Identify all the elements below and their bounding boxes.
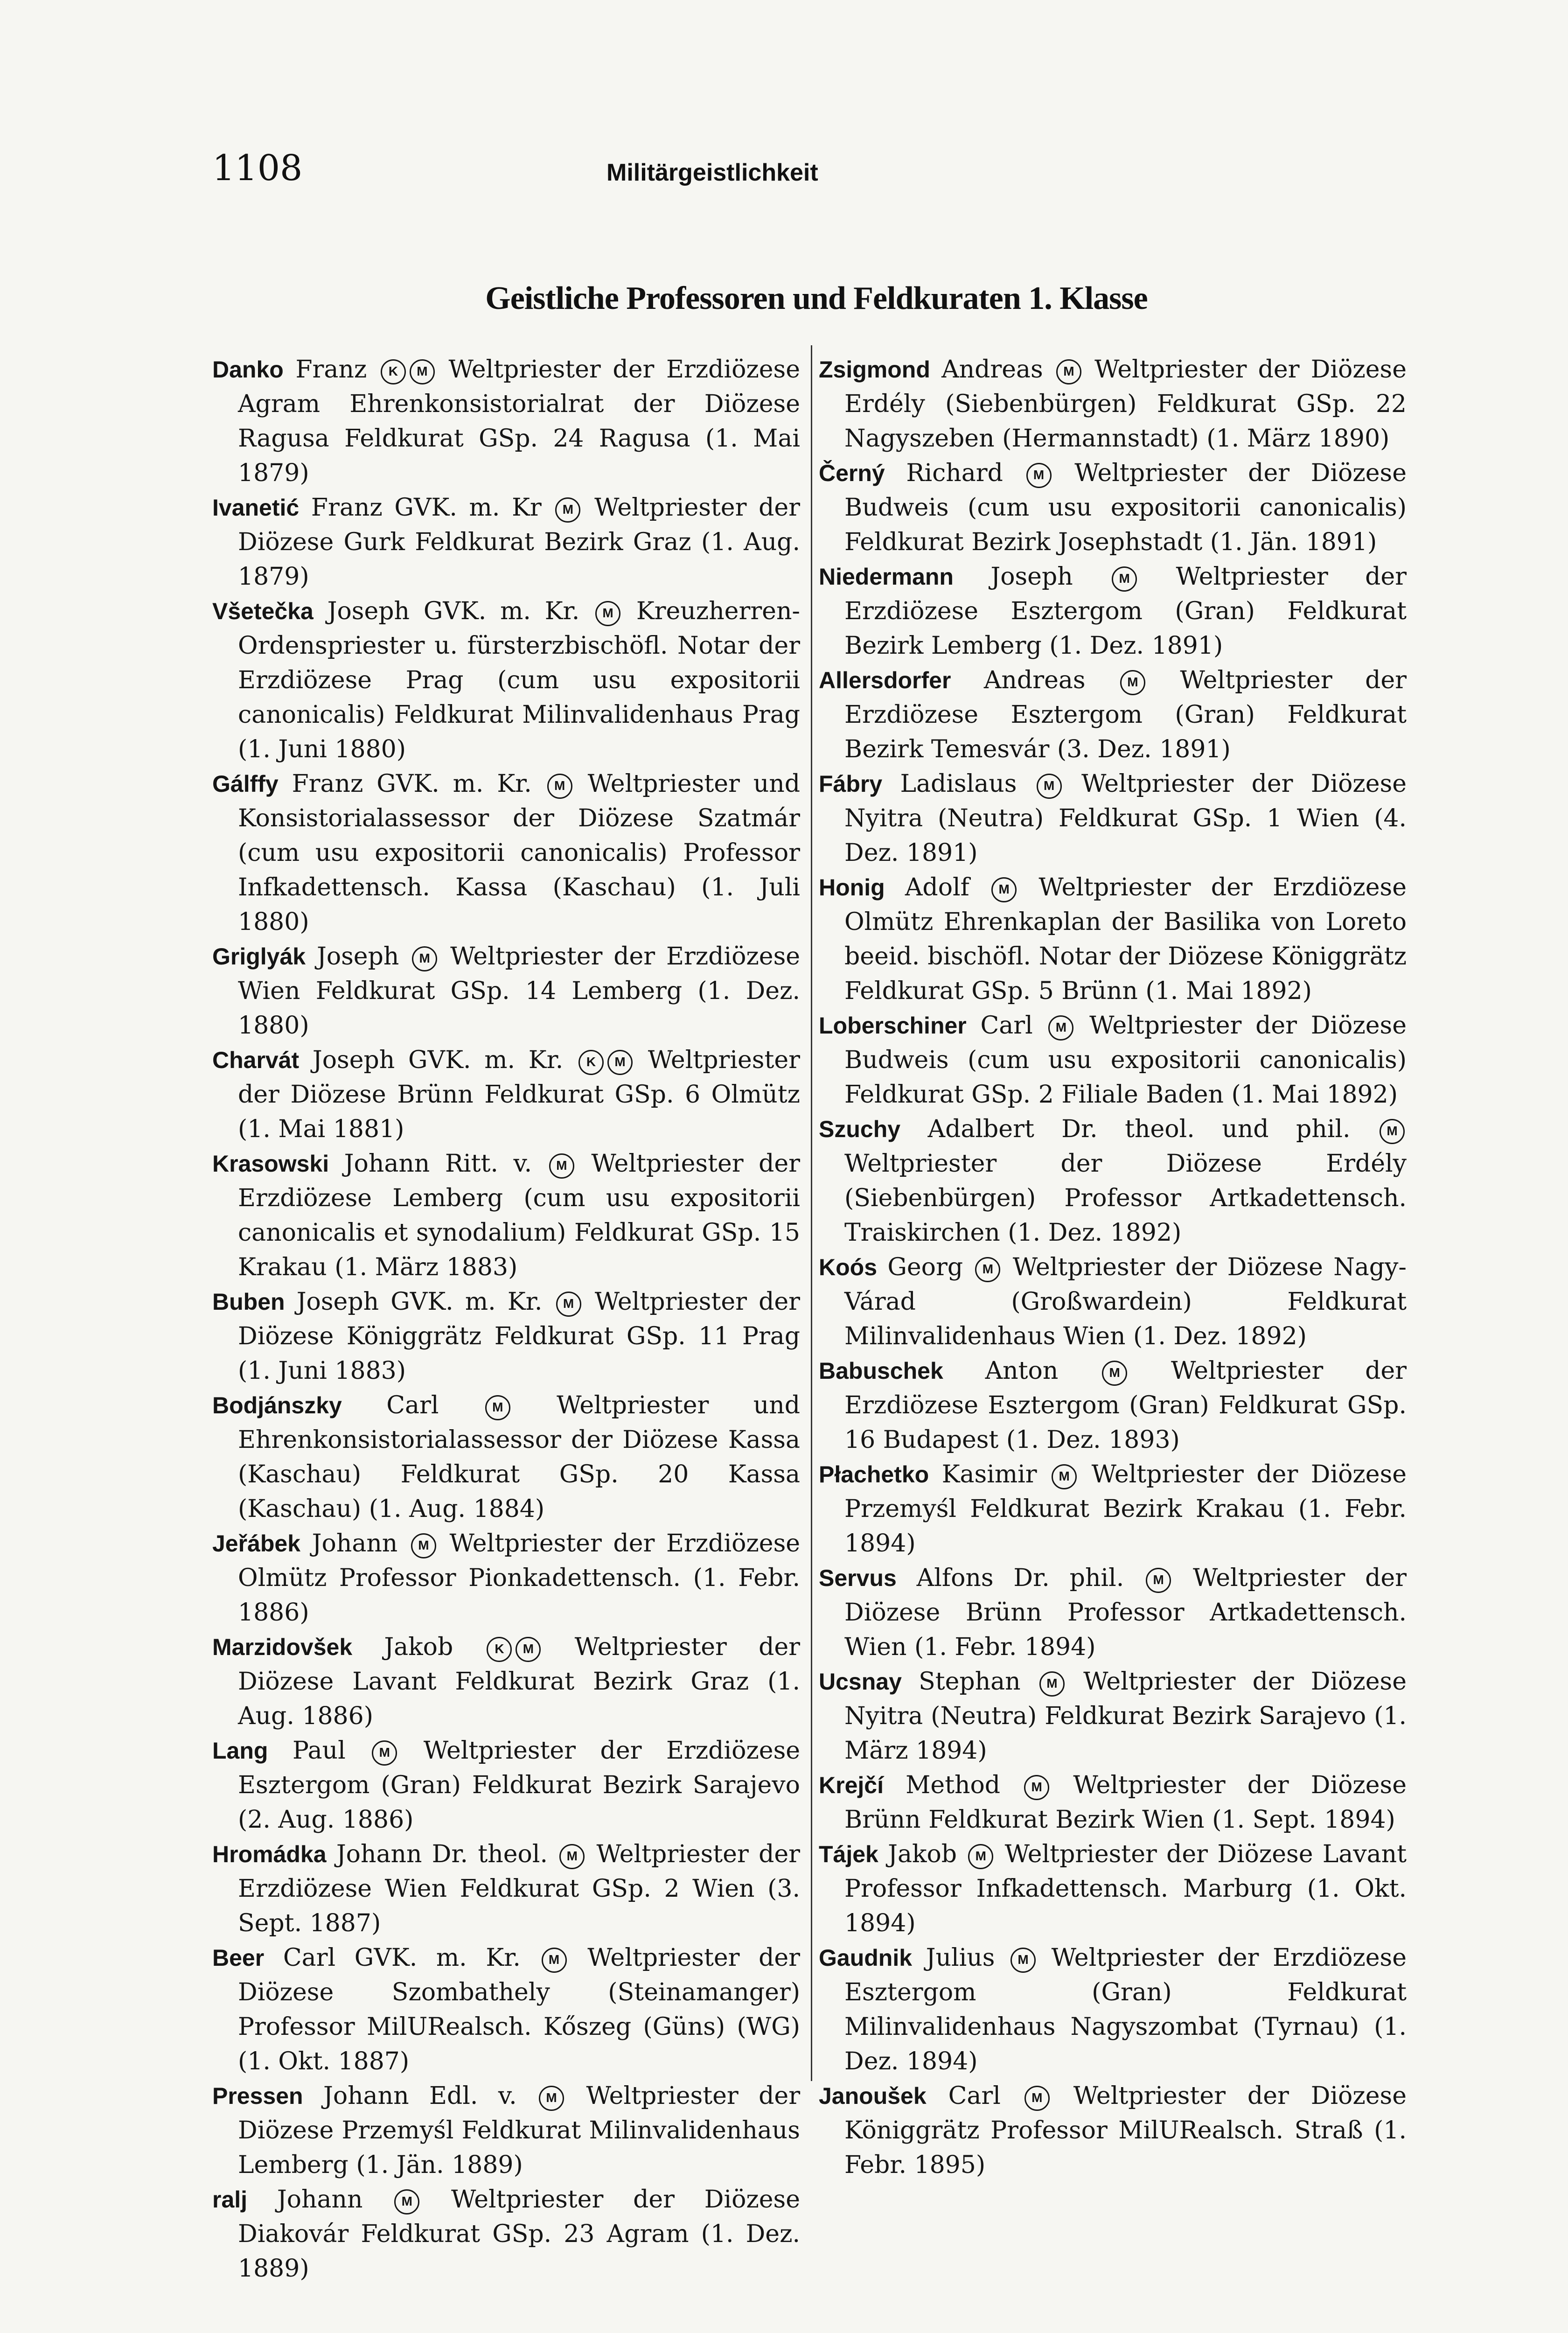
entry-surname: Fábry <box>819 771 883 797</box>
entry-surname: Beer <box>212 1945 265 1971</box>
k-circle-icon: K <box>487 1637 512 1662</box>
entry-given-name: Johann Dr. theol. <box>336 1840 548 1868</box>
entry <box>819 352 1407 456</box>
entry-surname: Janoušek <box>819 2083 927 2109</box>
entry-given-name: Johann <box>277 2186 363 2214</box>
entry <box>212 1285 800 1388</box>
entry <box>819 1941 1407 2079</box>
entry-surname: Koós <box>819 1254 877 1280</box>
entry-surname: Všetečka <box>212 598 314 624</box>
entry-details: Weltpriester der Erzdiözese Esztergom (Gran) Feldkurat Bezirk Lemberg (1. Dez. 1891) <box>844 563 1407 660</box>
entry-details: Weltpriester der Diözese Brünn Feldkurat Bezirk Wien (1. Sept. 1894) <box>844 1771 1407 1834</box>
entry-details: Weltpriester der Diözese Szombathely (Steinamanger) Professor MilURealsch. Kőszeg (Güns) (WG) (1. Okt. 1887) <box>238 1944 801 2075</box>
entry-details: Weltpriester der Diözese Brünn Feldkurat GSp. 6 Olmütz (1. Mai 1881) <box>238 1046 800 1143</box>
entry-given-name: Andreas <box>983 666 1086 694</box>
entry <box>212 1630 800 1733</box>
entry-given-name: Franz GVK. m. Kr. <box>292 770 532 798</box>
entry <box>212 939 800 1043</box>
m-circle-icon: M <box>607 1050 633 1075</box>
section-title: Geistliche Professoren und Feldkuraten 1. Klasse <box>485 280 1148 316</box>
k-circle-icon: K <box>578 1050 604 1075</box>
entry <box>212 1146 800 1285</box>
entry-details: Weltpriester der Erzdiözese Esztergom (Gran) Feldkurat Bezirk Temesvár (3. Dez. 1891) <box>844 666 1407 763</box>
entry-surname: Gaudnik <box>819 1945 913 1971</box>
entry <box>819 1354 1407 1457</box>
entry-surname: Krejčí <box>819 1772 884 1798</box>
entry-surname: Servus <box>819 1565 897 1591</box>
entry <box>819 767 1407 870</box>
entry-surname: Griglyák <box>212 943 306 970</box>
entry <box>819 1112 1407 1250</box>
entry-surname: Ucsnay <box>819 1669 902 1695</box>
entry-given-name: Adalbert Dr. theol. und phil. <box>927 1115 1351 1143</box>
entry <box>819 1664 1407 1768</box>
entry-details: Weltpriester der Diözese Königgrätz Feldkurat GSp. 11 Prag (1. Juni 1883) <box>238 1288 801 1385</box>
entry-details: Weltpriester der Diözese Nagy-Várad (Großwardein) Feldkurat Milinvalidenhaus Wien (1. Dez. 1892) <box>844 1253 1407 1350</box>
entry-details: Weltpriester und Konsistorialassessor der Diözese Szatmár (cum usu expositorii canonicalis) Professor Infkadettensch. Kassa (Kaschau) (1. Juli 1880) <box>238 770 800 936</box>
entry-details: Weltpriester der Diözese Diakovár Feldkurat GSp. 23 Agram (1. Dez. 1889) <box>238 2186 801 2283</box>
entry <box>819 1837 1407 1941</box>
entry-surname: Lang <box>212 1738 268 1764</box>
entry-details: Weltpriester der Erzdiözese Lemberg (cum usu expositorii canonicalis et synodalium) Feldkurat GSp. 15 Krakau (1. März 1883) <box>238 1150 801 1281</box>
entry <box>819 663 1407 767</box>
entry-surname: Allersdorfer <box>819 667 951 693</box>
entry-details: Weltpriester der Erzdiözese Wien Feldkurat GSp. 14 Lemberg (1. Dez. 1880) <box>238 943 801 1040</box>
entry-surname: Ivanetić <box>212 495 300 521</box>
entry-given-name: Carl <box>980 1012 1033 1040</box>
right-column <box>819 352 1407 2182</box>
m-circle-icon: M <box>1039 1671 1065 1697</box>
entry-given-name: Carl <box>386 1391 439 1419</box>
entry <box>819 1768 1407 1837</box>
m-circle-icon: M <box>549 1153 574 1179</box>
entry-surname: Buben <box>212 1289 285 1315</box>
m-circle-icon: M <box>1024 2086 1050 2111</box>
entry <box>212 352 800 490</box>
entry-surname: Hromádka <box>212 1841 327 1867</box>
m-circle-icon: M <box>559 1844 585 1869</box>
m-circle-icon: M <box>1146 1568 1171 1593</box>
m-circle-icon: M <box>991 877 1017 902</box>
m-circle-icon: M <box>595 601 620 626</box>
entry <box>212 1941 800 2079</box>
entry-given-name: Franz <box>295 356 367 384</box>
entry-given-name: Joseph <box>316 943 399 971</box>
entry-details: Weltpriester der Erzdiözese Olmütz Professor Pionkadettensch. (1. Febr. 1886) <box>238 1530 801 1627</box>
entry <box>212 594 800 767</box>
entry <box>819 456 1407 559</box>
entry-surname: Danko <box>212 356 284 383</box>
entry-given-name: Joseph GVK. m. Kr. <box>312 1046 564 1074</box>
entry <box>212 1733 800 1837</box>
m-circle-icon: M <box>412 946 437 971</box>
entry-given-name: Ladislaus <box>900 770 1017 798</box>
m-circle-icon: M <box>1056 359 1081 384</box>
entry <box>212 1526 800 1630</box>
m-circle-icon: M <box>1102 1361 1127 1386</box>
m-circle-icon: M <box>1026 463 1052 488</box>
entry-surname: Niedermann <box>819 564 954 590</box>
entry-surname: Pressen <box>212 2083 303 2109</box>
entry-given-name: Julius <box>926 1944 995 1972</box>
column-divider <box>811 345 812 2081</box>
entry-given-name: Stephan <box>919 1668 1021 1696</box>
m-circle-icon: M <box>516 1637 541 1662</box>
m-circle-icon: M <box>485 1395 510 1420</box>
m-circle-icon: M <box>975 1257 1000 1282</box>
m-circle-icon: M <box>1380 1119 1405 1144</box>
entry-details: Kreuzherren-Ordenspriester u. fürsterzbischöfl. Notar der Erzdiözese Prag (cum usu expositorii canonicalis) Feldkurat Milinvalidenhaus Prag (1. Juni 1880) <box>238 597 801 763</box>
entry <box>819 1561 1407 1664</box>
entry <box>212 490 800 594</box>
entry <box>819 559 1407 663</box>
entry-surname: ralj <box>212 2186 248 2213</box>
entry-given-name: Johann Ritt. v. <box>344 1150 532 1178</box>
entry-details: Weltpriester der Erzdiözese Esztergom (Gran) Feldkurat Bezirk Sarajevo (2. Aug. 1886) <box>238 1737 801 1834</box>
entry-details: Weltpriester und Ehrenkonsistorialassessor der Diözese Kassa (Kaschau) Feldkurat GSp. 20 Kassa (Kaschau) (1. Aug. 1884) <box>238 1391 800 1523</box>
entry-details: Weltpriester der Diözese Brünn Professor Artkadettensch. Wien (1. Febr. 1894) <box>844 1564 1407 1661</box>
entry-details: Weltpriester der Diözese Gurk Feldkurat Bezirk Graz (1. Aug. 1879) <box>238 494 801 591</box>
entry-given-name: Johann Edl. v. <box>323 2082 517 2110</box>
m-circle-icon: M <box>968 1844 993 1869</box>
entry <box>819 870 1407 1008</box>
left-column <box>212 352 800 2286</box>
entry <box>819 1250 1407 1354</box>
entry-surname: Babuschek <box>819 1358 943 1384</box>
entry-given-name: Carl <box>948 2082 1001 2110</box>
entry-details: Weltpriester der Diözese Budweis (cum usu expositorii canonicalis) Feldkurat Bezirk Josephstadt (1. Jän. 1891) <box>844 459 1407 556</box>
m-circle-icon: M <box>372 1740 397 1766</box>
entry-details: Weltpriester der Diözese Nyitra (Neutra) Feldkurat GSp. 1 Wien (4. Dez. 1891) <box>844 770 1407 867</box>
entry-details: Weltpriester der Diözese Königgrätz Professor MilURealsch. Straß (1. Febr. 1895) <box>844 2082 1407 2179</box>
entry-surname: Zsigmond <box>819 356 930 383</box>
entry-given-name: Richard <box>906 459 1003 487</box>
entry-given-name: Andreas <box>941 356 1043 384</box>
m-circle-icon: M <box>555 497 580 523</box>
entry-given-name: Method <box>906 1771 1001 1799</box>
m-circle-icon: M <box>1024 1775 1049 1800</box>
running-head: Militärgeistlichkeit <box>606 159 818 186</box>
entry-details: Weltpriester der Erzdiözese Olmütz Ehrenkaplan der Basilika von Loreto beeid. bischöfl. Notar der Diözese Königgrätz Feldkurat GSp. 5 Brünn (1. Mai 1892) <box>844 873 1407 1005</box>
entry <box>819 2079 1407 2182</box>
entry-given-name: Anton <box>985 1357 1059 1385</box>
entry <box>212 1388 800 1526</box>
entry-surname: Bodjánszky <box>212 1392 342 1418</box>
entry-details: Weltpriester der Erzdiözese Esztergom (Gran) Feldkurat GSp. 16 Budapest (1. Dez. 1893) <box>844 1357 1407 1454</box>
entry <box>212 2079 800 2182</box>
m-circle-icon: M <box>1052 1464 1077 1489</box>
entry-details: Weltpriester der Diözese Erdély (Siebenbürgen) Feldkurat GSp. 22 Nagyszeben (Hermannstadt) (1. März 1890) <box>844 356 1407 453</box>
entry-details: Weltpriester der Erzdiözese Wien Feldkurat GSp. 2 Wien (3. Sept. 1887) <box>238 1840 801 1937</box>
m-circle-icon: M <box>542 1948 567 1973</box>
m-circle-icon: M <box>411 1533 436 1558</box>
entry-details: Weltpriester der Diözese Przemyśl Feldkurat Bezirk Krakau (1. Febr. 1894) <box>844 1460 1407 1558</box>
m-circle-icon: M <box>556 1292 581 1317</box>
entry <box>212 1837 800 1941</box>
entry <box>819 1008 1407 1112</box>
m-circle-icon: M <box>1037 774 1062 799</box>
entry-details: Weltpriester der Diözese Budweis (cum usu expositorii canonicalis) Feldkurat GSp. 2 Filiale Baden (1. Mai 1892) <box>844 1012 1407 1109</box>
m-circle-icon: M <box>410 359 435 384</box>
entry-details: Weltpriester der Diözese Lavant Feldkurat Bezirk Graz (1. Aug. 1886) <box>238 1633 801 1730</box>
entry-given-name: Jakob <box>888 1840 957 1868</box>
m-circle-icon: M <box>1120 670 1145 695</box>
entry-given-name: Georg <box>887 1253 963 1281</box>
entry-given-name: Joseph GVK. m. Kr. <box>327 597 580 625</box>
entry-surname: Tájek <box>819 1841 878 1867</box>
entry-details: Weltpriester der Diözese Erdély (Siebenbürgen) Professor Artkadettensch. Traiskirchen (1. Dez. 1892) <box>844 1150 1407 1247</box>
entry-details: Weltpriester der Diözese Nyitra (Neutra) Feldkurat Bezirk Sarajevo (1. März 1894) <box>844 1668 1407 1765</box>
entry-surname: Loberschiner <box>819 1013 967 1039</box>
k-circle-icon: K <box>381 359 406 384</box>
m-circle-icon: M <box>1048 1015 1073 1041</box>
entry <box>212 767 800 939</box>
entry <box>212 2182 800 2286</box>
entry-given-name: Jakob <box>384 1633 453 1661</box>
entry-surname: Honig <box>819 874 885 901</box>
entry <box>819 1457 1407 1561</box>
entry-surname: Charvát <box>212 1047 300 1073</box>
entry-details: Weltpriester der Erzdiözese Agram Ehrenkonsistorialrat der Diözese Ragusa Feldkurat GSp. 24 Ragusa (1. Mai 1879) <box>238 356 801 487</box>
page-number: 1108 <box>212 147 303 189</box>
entry-surname: Płachetko <box>819 1461 929 1488</box>
entry-surname: Krasowski <box>212 1151 329 1177</box>
m-circle-icon: M <box>539 2086 564 2111</box>
entry-given-name: Franz GVK. m. Kr <box>311 494 542 522</box>
entry-details: Weltpriester der Erzdiözese Esztergom (Gran) Feldkurat Milinvalidenhaus Nagyszombat (Tyrnau) (1. Dez. 1894) <box>844 1944 1407 2075</box>
entry-given-name: Carl GVK. m. Kr. <box>283 1944 521 1972</box>
entry-surname: Marzidovšek <box>212 1634 353 1660</box>
m-circle-icon: M <box>1112 566 1137 592</box>
entry-surname: Jeřábek <box>212 1530 301 1557</box>
entry-given-name: Joseph <box>990 563 1073 591</box>
entry-given-name: Alfons Dr. phil. <box>916 1564 1124 1592</box>
entry-given-name: Joseph GVK. m. Kr. <box>296 1288 543 1316</box>
entry-given-name: Johann <box>312 1530 398 1558</box>
m-circle-icon: M <box>547 774 572 799</box>
entry <box>212 1043 800 1146</box>
m-circle-icon: M <box>394 2189 419 2214</box>
entry-details: Weltpriester der Diözese Przemyśl Feldkurat Milinvalidenhaus Lemberg (1. Jän. 1889) <box>238 2082 801 2179</box>
entry-surname: Szuchy <box>819 1116 901 1142</box>
entry-details: Weltpriester der Diözese Lavant Professor Infkadettensch. Marburg (1. Okt. 1894) <box>844 1840 1407 1937</box>
entry-given-name: Adolf <box>905 873 969 901</box>
entry-surname: Černý <box>819 460 885 486</box>
entry-given-name: Paul <box>292 1737 346 1765</box>
entry-given-name: Kasimir <box>941 1460 1037 1488</box>
m-circle-icon: M <box>1010 1948 1036 1973</box>
entry-surname: Gálffy <box>212 771 279 797</box>
